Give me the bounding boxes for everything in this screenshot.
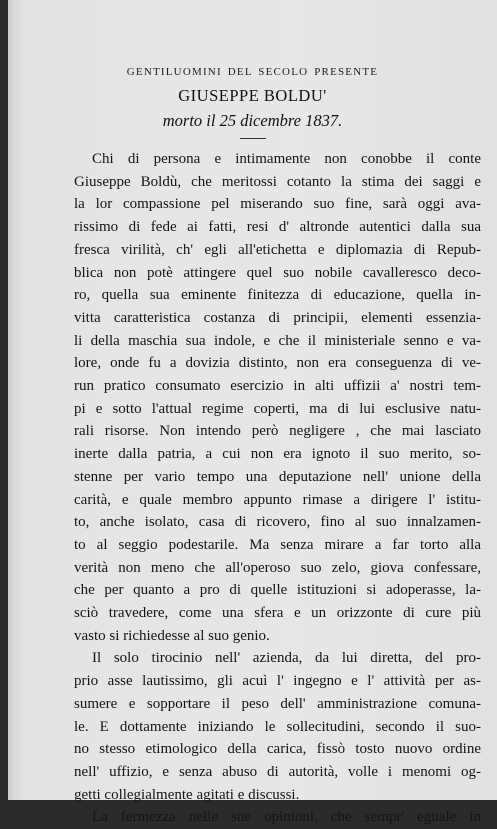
text-line: verità non meno che all'operoso suo zelo, giova confessare,: [74, 559, 481, 576]
paragraph: [74, 148, 481, 647]
body-text: [74, 148, 481, 829]
text-line: nell' uffizio, e senza abuso di autorità, volle i menomi og-: [74, 763, 481, 780]
text-line: carità, e quale membro appunto rimase a dirigere l' istitu-: [74, 491, 481, 508]
page-subtitle: morto il 25 dicembre 1837.: [162, 111, 343, 130]
text-line: sumere e sopportare il peso dell' amministrazione comuna-: [74, 695, 481, 712]
text-line: inerte dalla patria, a cui non era ignoto il suo merito, so-: [74, 446, 481, 463]
text-line: stenne per vario tempo una deputazione nell' unione della: [74, 468, 481, 485]
text-line: prio asse lautissimo, gli acuì l' ingegno e l' attività per as-: [74, 673, 481, 690]
text-line: rali risorse. Non intendo però negligere , che mai lasciato: [74, 423, 481, 440]
text-line: pi e sotto l'attual regime coperti, ma di lui esclusive natu-: [74, 400, 481, 417]
text-line: to, anche isolato, casa di ricovero, fino al suo innalzamen-: [74, 514, 481, 531]
text-line: le. E dottamente iniziando le sollecitudini, secondo il suo-: [74, 718, 481, 735]
text-line: to al seggio podestarile. Ma senza mirare a far torto alla: [74, 536, 481, 553]
running-head: GENTILUOMINI DEL SECOLO PRESENTE: [126, 66, 379, 78]
text-line: vasto si richiedesse al suo genio.: [74, 627, 270, 644]
text-line: li della maschia sua indole, e che il ministeriale senno e va-: [74, 332, 481, 349]
text-line: la lor compassione pel miserando suo fine, sarà oggi ava-: [74, 196, 481, 213]
text-line: Il solo tirocinio nell' azienda, da lui diretta, del pro-: [92, 650, 481, 667]
text-line: no stesso etimologico della carica, fissò tosto nuovo ordine: [74, 741, 481, 758]
text-line: getti collegialmente agitati e discussi.: [74, 786, 300, 803]
text-line: sciò travedere, come una sfera e un orizzonte di cure più: [74, 605, 481, 622]
paragraph: [74, 806, 481, 829]
text-line: Giuseppe Boldù, che meritossi cotanto la stima dei saggi e: [74, 173, 481, 190]
title-rule-divider: [240, 138, 266, 139]
book-page: [8, 0, 497, 826]
page-title: GIUSEPPE BOLDU': [178, 86, 327, 105]
text-line: La fermezza nelle sue opinioni, che sempr' eguale in: [92, 809, 481, 826]
text-line: che per quanto a pro di quelle istituzioni si adoperasse, la-: [74, 582, 481, 599]
text-line: ro, quella sua eminente finitezza di educazione, quella in-: [74, 287, 481, 304]
text-line: run pratico consumato esercizio in alti uffizii a' nostri tem-: [74, 378, 481, 395]
text-line: Chi di persona e intimamente non conobbe il conte: [92, 151, 481, 167]
text-line: blica non potè attingere quel suo nobile cavalleresco deco-: [74, 264, 481, 281]
text-line: vitta caratteristica costanza di principii, elementi essenzia-: [74, 309, 481, 326]
text-line: fresca virilità, ch' egli all'etichetta e diplomazia di Repub-: [74, 241, 481, 258]
text-line: lore, onde fu a dovizia distinto, non era conseguenza di ve-: [74, 355, 481, 372]
text-line: rissimo di fede ai fatti, resi d' altronde autentici dalla sua: [74, 219, 481, 236]
paragraph: [74, 647, 481, 806]
